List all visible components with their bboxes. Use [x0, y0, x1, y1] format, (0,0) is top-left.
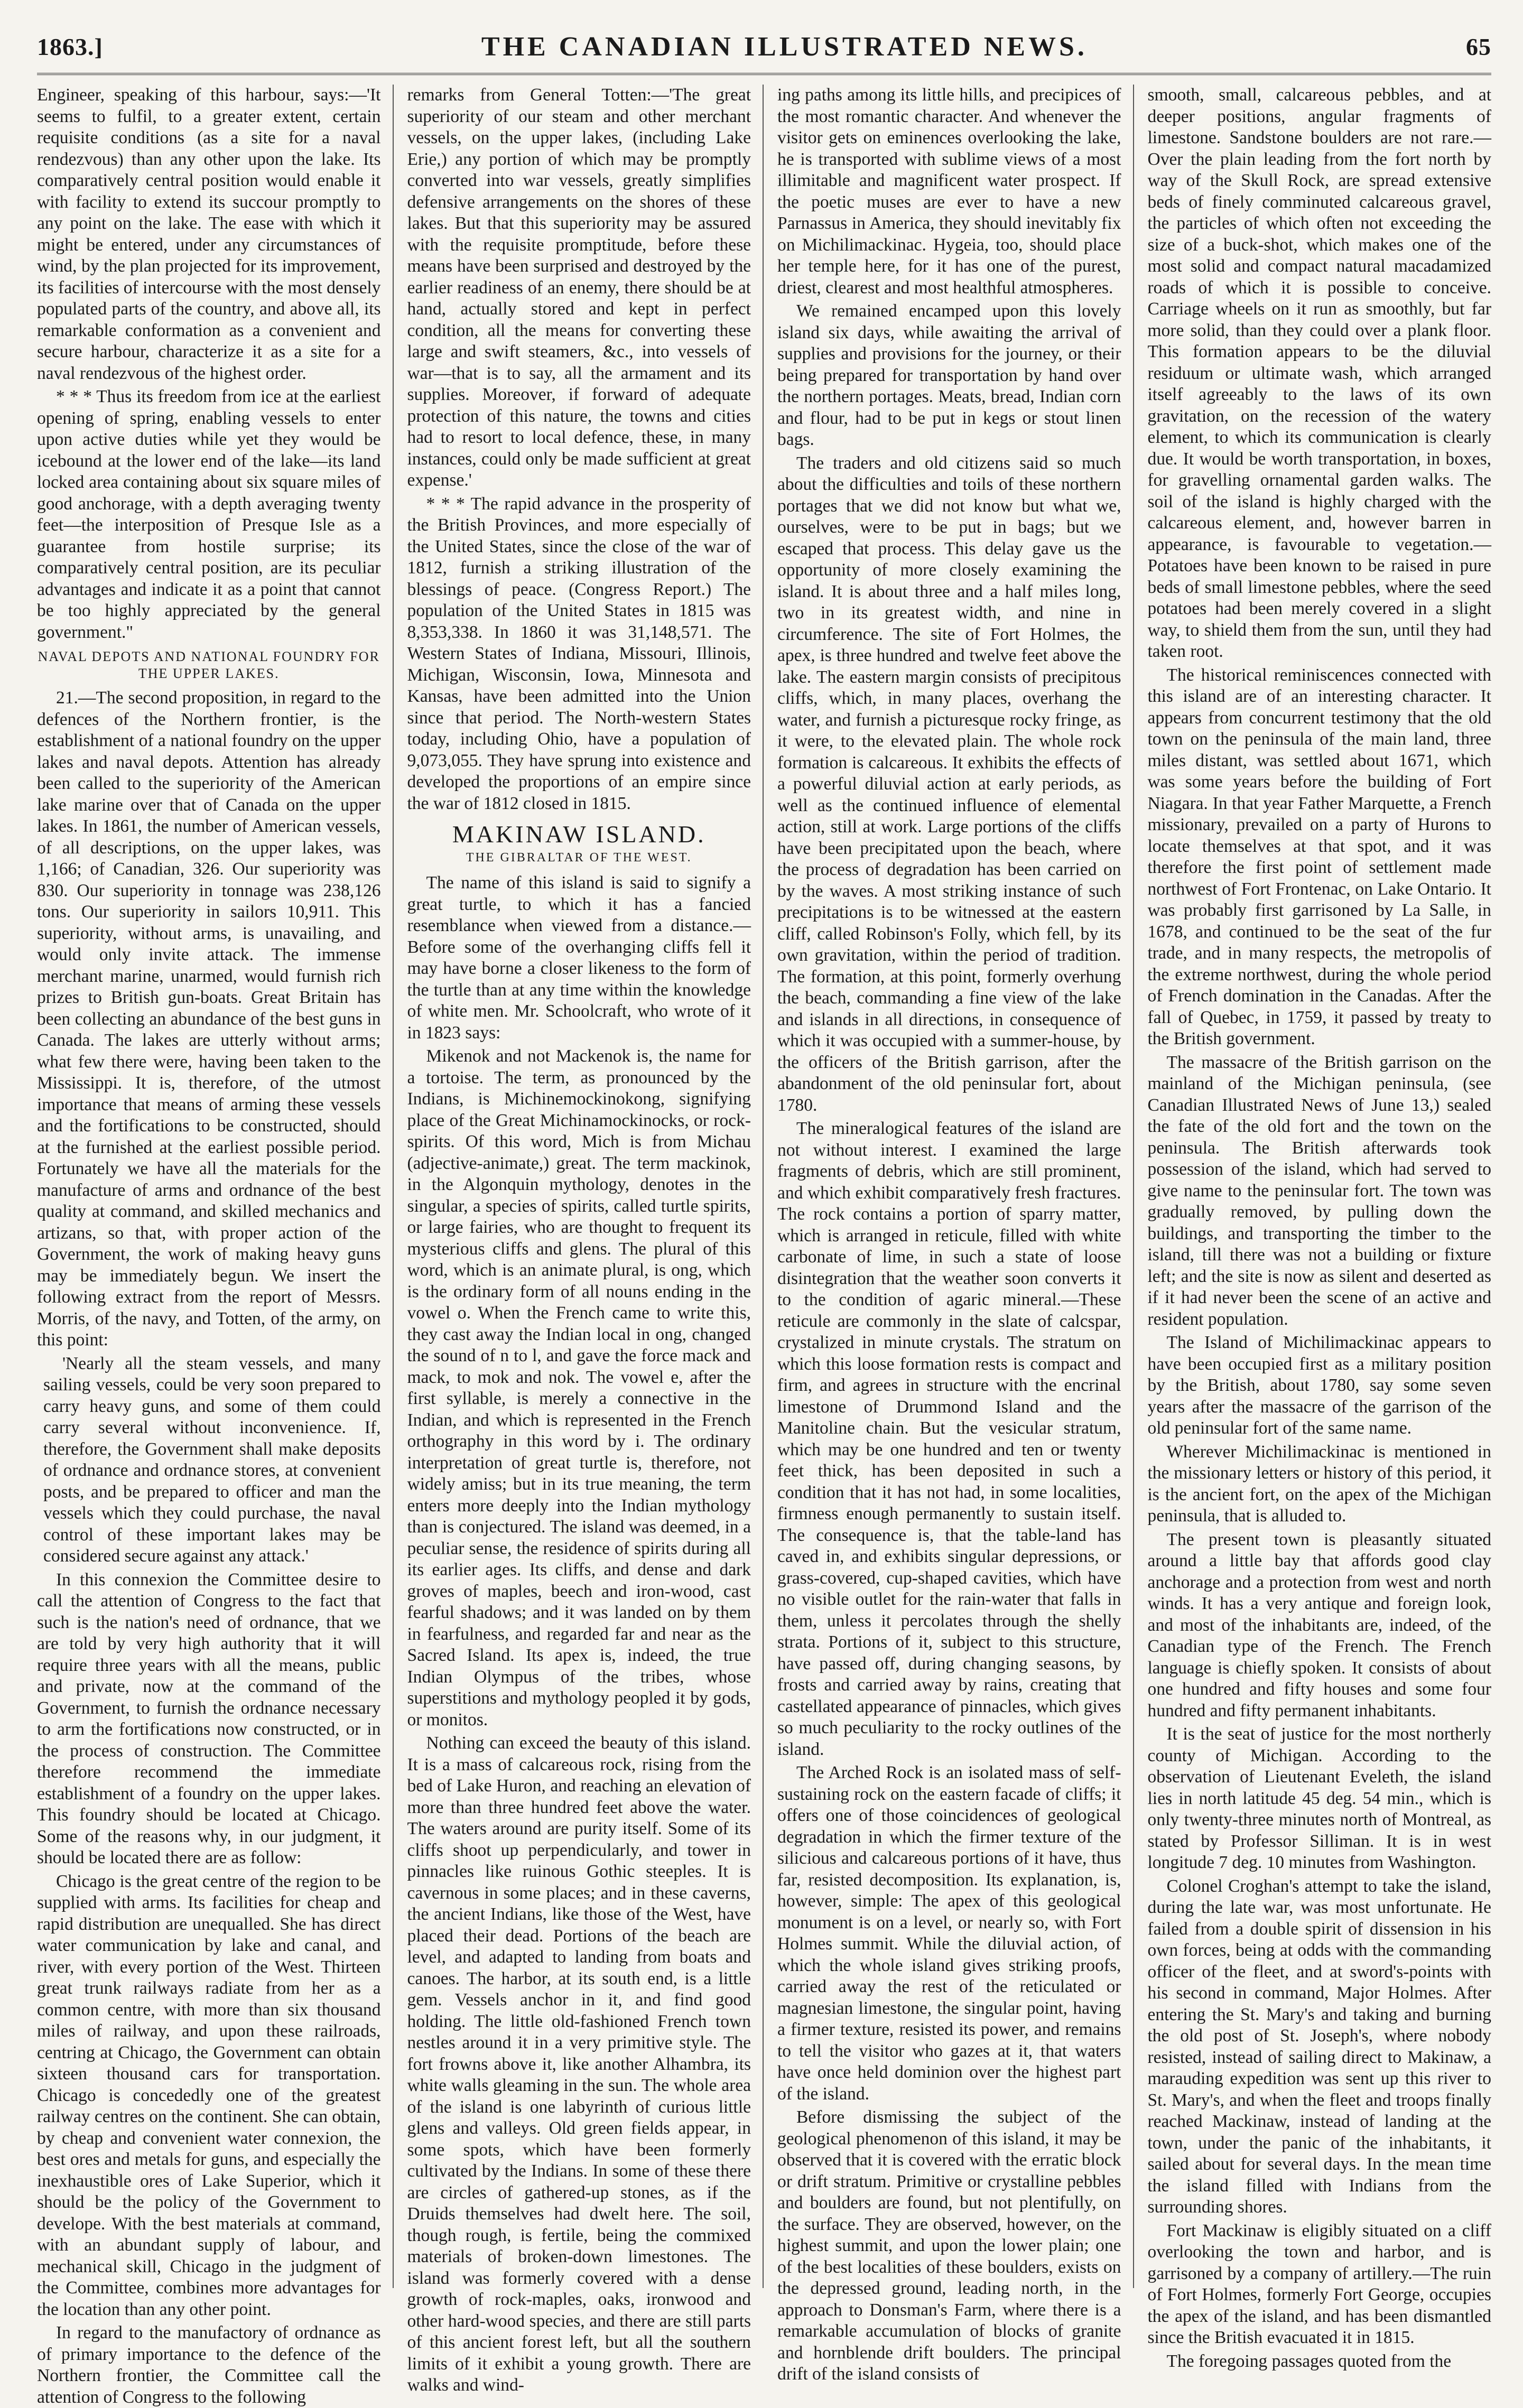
paragraph: The name of this island is said to signify a great turtle, to which it has a fancied resemblance when viewed from a distance.—Before some of the overhanging cliffs fell it may have borne a closer likeness to the form of the turtle than at any time within the knowledge of white men. Mr. Schoolcraft, who wrote of it in 1823 says: — [407, 873, 751, 1043]
page-number: 65 — [1466, 33, 1491, 60]
paragraph: The mineralogical features of the island are not without interest. I examined the large fragments of debris, which are still prominent, and which exhibit comparatively fresh fractures. The rock contains a portion of sparry matter, which is arranged in reticule, filled with white carbonate of lime, in such a state of loose disintegration that the weather soon converts it to the condition of agaric mineral.—These reticule are commonly in the slate of calcspar, crystalized in minute crystals. The stratum on which this loose formation rests is compact and firm, and agrees in structure with the encrinal limestone of Drummond Island and the Manitoline chain. But the vesicular stratum, which may be one hundred and ten or twenty feet thick, has been deposited in such a condition that it has not had, in some localities, firmness enough permanently to sustain itself. The consequence is, that the table-land has caved in, and exhibits singular depressions, or grass-covered, cup-shaped cavities, which have no visible outlet for the rain-water that falls in them, unless it percolates through the shelly strata. Portions of it, subject to this structure, have passed off, during changing seasons, by frosts and carried away by rains, creating that castellated appearance of pinnacles, which gives so much peculiarity to the rocky outlines of the island. — [777, 1119, 1121, 1759]
column-1 — [37, 85, 394, 2407]
article-title: MAKINAW ISLAND. — [452, 821, 706, 848]
paragraph: remarks from General Totten:—'The great superiority of our steam and other merchant vessels, on the upper lakes, (including Lake Erie,) any portion of which may be promptly converted into war vessels, greatly simplifies defensive arrangements on the shores of these lakes. But that this superiority may be assured with the requisite promptitude, before these means have been surprised and destroyed by the earlier readiness of an enemy, there should be at hand, actually stored and kept in perfect condition, all the means for converting these large and swift steamers, &c., into vessels of war—that is to say, all the armament and its supplies. Moreover, if forward of adequate protection of this nature, the towns and cities had to resort to local defence, these, in many instances, could only be made sufficient at great expense.' — [407, 85, 751, 490]
paragraph: Mikenok and not Mackenok is, the name for a tortoise. The term, as pronounced by the Indians, is Michinemockinokong, signifying place of the Great Michinamockinocks, or rock-spirits. Of this word, Mich is from Michau (adjective-animate,) great. The term mackinok, in the Algonquin mythology, denotes in the singular, a species of spirits, called turtle spirits, or large fairies, who are thought to frequent its mysterious cliffs and glens. The plural of this word, which is an animate plural, is ong, which is the ordinary form of all nouns ending in the vowel o. When the French came to write this, they cast away the Indian local in ong, changed the sound of n to l, and gave the force mack and mack, to mok and nok. The vowel e, after the first syllable, is merely a connective in the Indian, and which is represented in the French orthography in this word by i. The ordinary interpretation of great turtle is, therefore, not widely amiss; but in its true meaning, the term enters more deeply into the Indian mythology than is conjectured. The island was deemed, in a peculiar sense, the residence of spirits during all its earlier ages. Its cliffs, and dense and dark groves of maples, beech and iron-wood, cast fearful shadows; and it was landed on by them in fearfulness, and regarded far and near as the Sacred Island. Its apex is, indeed, the true Indian Olympus of the tribes, whose superstitions and mythology peopled it by gods, or monitos. — [407, 1046, 751, 1730]
paragraph: Wherever Michilimackinac is mentioned in the missionary letters or history of this period, it is the ancient fort, on the apex of the Michigan peninsula, that is alluded to. — [1147, 1442, 1491, 1526]
paragraph: smooth, small, calcareous pebbles, and at deeper positions, angular fragments of limestone. Sandstone boulders are not rare.—Over the plain leading from the fort north by way of the Skull Rock, are spread extensive beds of finely comminuted calcareous gravel, the particles of which often not exceeding the size of a buck-shot, which makes one of the most solid and compact natural macadamized roads of which it is possible to conceive. Carriage wheels on it run as smoothly, but far more solid, than they could over a plank floor. This formation appears to be the diluvial residuum or ultimate wash, which arranged itself agreeably to the laws of its own gravitation, on the recession of the watery element, to which its communication is clearly due. It would be worth transportation, in boxes, for gravelling ornamental garden walks. The soil of the island is highly charged with the calcareous element, and, however barren in appearance, is favourable to vegetation.—Potatoes have been known to be raised in pure beds of small limestone pebbles, where the seed potatoes had been merely covered in a slight way, to shield them from the sun, until they had taken root. — [1147, 85, 1491, 661]
paragraph: Engineer, speaking of this harbour, says:—'It seems to fulfil, to a greater extent, certain requisite conditions (as a site for a naval rendezvous) than any other upon the lake. Its comparatively central position would enable it with facility to extend its succour promptly to any point on the lake. The ease with which it might be entered, under any circumstances of wind, by the plan projected for its improvement, its facilities of intercourse with the most densely populated parts of the country, and above all, its remarkable conformation as a convenient and secure harbour, characterize it as a site for a naval rendezvous of the highest order. — [37, 85, 381, 383]
paragraph: Chicago is the great centre of the region to be supplied with arms. Its facilities for cheap and rapid distribution are unequalled. She has direct water communication by lake and canal, and river, with every portion of the West. Thirteen great trunk railways radiate from her as a common centre, with more than six thousand miles of railway, and upon these railroads, centring at Chicago, the Government can obtain sixteen thousand cars for transportation. Chicago is concededly one of the greatest railway centres on the continent. She can obtain, by cheap and convenient water connexion, the best ores and metals for guns, and especially the inexhaustible ores of Lake Superior, which it should be the policy of the Government to develope. With the best materials at command, with an abundant supply of labour, and mechanical skill, Chicago in the judgment of the Committee, combines more advantages for the location than any other point. — [37, 1871, 381, 2319]
paragraph: ing paths among its little hills, and precipices of the most romantic character. And whenever the visitor gets on eminences overlooking the lake, he is transported with sublime views of a most illimitable and magnificent water prospect. If the poetic muses are ever to have a new Parnassus in America, they should inevitably fix on Michilimackinac. Hygeia, too, should place her temple here, for it has one of the purest, driest, clearest and most healthful atmospheres. — [777, 85, 1121, 297]
quoted-paragraph: 'Nearly all the steam vessels, and many sailing vessels, could be very soon prepared to carry heavy guns, and some of them could carry several without inconvenience. If, therefore, the Government shall make deposits of ordnance and ordnance stores, at convenient posts, and be prepared to officer and man the vessels which they could purchase, the naval control of these important lakes may be considered secure against any attack.' — [43, 1353, 381, 1566]
section-heading: NAVAL DEPOTS AND NATIONAL FOUNDRY FOR THE UPPER LAKES. — [38, 649, 380, 681]
column-2 — [407, 85, 764, 2395]
paragraph: Fort Mackinaw is eligibly situated on a cliff overlooking the town and harbor, and is garrisoned by a company of artillery.—The ruin of Fort Holmes, formerly Fort George, occupies the apex of the island, and has been dismantled since the British evacuated it in 1815. — [1147, 2220, 1491, 2347]
paragraph: 21.—The second proposition, in regard to the defences of the Northern frontier, is the establishment of a national foundry on the upper lakes and naval depots. Attention has already been called to the superiority of the American lake marine over that of Canada on the upper lakes. In 1861, the number of American vessels, of all descriptions, on the upper lakes, was 1,166; of Canadian, 326. Our superiority was 830. Our superiority in tonnage was 238,126 tons. Our superiority in sailors 10,911. This superiority, without arms, is unavailing, and would only invite attack. The immense merchant marine, unarmed, would furnish rich prizes to British gun-boats. Great Britain has been collecting an abundance of the best guns in Canada. The lakes are utterly without arms; what few there were, having been taken to the Mississippi. It is, therefore, of the utmost importance that means of arming these vessels and the fortifications to be constructed, should at the furnished at the earliest possible period. Fortunately we have all the materials for the manufacture of arms and ordnance of the best quality at command, and skilled mechanics and artizans, so that, with proper action of the Government, the work of making heavy guns may be immediately begun. We insert the following extract from the report of Messrs. Morris, of the navy, and Totten, of the army, on this point: — [37, 688, 381, 1350]
issue-date: 1863.] — [37, 33, 103, 60]
masthead — [37, 20, 1491, 75]
paragraph: The Island of Michilimackinac appears to have been occupied first as a military position by the British, about 1780, say some seven years after the massacre of the garrison of the old peninsular fort of the same name. — [1147, 1333, 1491, 1438]
paragraph: The foregoing passages quoted from the — [1166, 2351, 1452, 2371]
newspaper-title: THE CANADIAN ILLUSTRATED NEWS. — [481, 31, 1088, 62]
paragraph: The historical reminiscences connected with this island are of an interesting character. It appears from concurrent testimony that the old town on the peninsula of the main land, three miles distant, was settled about 1671, which was some years before the building of Fort Niagara. In that year Father Marquette, a French missionary, prevailed on a party of Hurons to locate themselves at that spot, and it was therefore the first point of settlement made northwest of Fort Frontenac, on Lake Ontario. It was probably first garrisoned by La Salle, in 1678, and continued to be the seat of the fur trade, and in many respects, the metropolis of the extreme northwest, during the whole period of French domination in the Canadas. After the fall of Quebec, in 1759, it passed by treaty to the British government. — [1147, 665, 1491, 1048]
paragraph: The Arched Rock is an isolated mass of self-sustaining rock on the eastern facade of cliffs; it offers one of those coincidences of geological degradation in which the firmer texture of the silicious and calcareous portions of it have, thus far, resisted decomposition. Its explanation, is, however, simple: The apex of this geological monument is on a level, or nearly so, with Fort Holmes summit. While the diluvial action, of which the whole island gives striking proofs, carried away the rest of the reticulated or magnesian limestone, the singular point, having a firmer texture, resisted its power, and remains to tell the visitor who gazes at it, that waters have once held dominion over the highest part of the island. — [777, 1763, 1121, 2104]
paragraph: Nothing can exceed the beauty of this island. It is a mass of calcareous rock, rising from the bed of Lake Huron, and reaching an elevation of more than three hundred feet above the water. The waters around are purity itself. Some of its cliffs shoot up perpendicularly, and tower in pinnacles like ruinous Gothic steeples. It is cavernous in some places; and in these caverns, the ancient Indians, like those of the West, have placed their dead. Portions of the beach are level, and adapted to landing from boats and canoes. The harbor, at its south end, is a little gem. Vessels anchor in it, and find good holding. The little old-fashioned French town nestles around it in a very primitive style. The fort frowns above it, like another Alhambra, its white walls gleaming in the sun. The whole area of the island is one labyrinth of curious little glens and valleys. Old green fields appear, in some spots, which have been formerly cultivated by the Indians. In some of these there are circles of gathered-up stones, as if the Druids themselves had dwelt here. The soil, though rough, is fertile, being the commixed materials of broken-down limestones. The island was formerly covered with a dense growth of rock-maples, oaks, ironwood and other hard-wood species, and there are still parts of this ancient forest left, but all the southern limits of it exhibit a young growth. There are walks and wind- — [407, 1733, 751, 2395]
article-columns — [37, 85, 1491, 2407]
paragraph: We remained encamped upon this lovely island six days, while awaiting the arrival of supplies and provisions for the journey, or their being prepared for transportation by hand over the northern portages. Meats, bread, Indian corn and flour, had to be put in kegs or stout linen bags. — [777, 301, 1121, 449]
paragraph: Before dismissing the subject of the geological phenomenon of this island, it may be observed that it is covered with the erratic block or drift stratum. Primitive or crystalline pebbles and boulders are found, but not plentifully, on the surface. They are observed, however, on the highest summit, and upon the lower plain; one of the best localities of these boulders, exists on the depressed ground, leading north, in the approach to Donsman's Farm, where there is a remarkable accumulation of blocks of granite and hornblende drift boulders. The principal drift of the island consists of — [777, 2107, 1121, 2384]
paragraph: The massacre of the British garrison on the mainland of the Michigan peninsula, (see Canadian Illustrated News of June 13,) sealed the fate of the old fort and the town on the peninsula. The British afterwards took possession of the island, which had served to give name to the peninsular fort. The town was gradually removed, by pulling down the buildings, and transporting the timber to the island, till there was not a building or fixture left; and the site is now as silent and deserted as if it had never been the scene of an active and resident population. — [1147, 1052, 1491, 1329]
paragraph: In regard to the manufactory of ordnance as of primary importance to the defence of the Northern frontier, the Committee call the attention of Congress to the following — [37, 2323, 381, 2407]
paragraph: * * * The rapid advance in the prosperity of the British Provinces, and more especially of the United States, since the close of the war of 1812, furnish a striking illustration of the blessings of peace. (Congress Report.) The population of the United States in 1815 was 8,353,338. In 1860 it was 31,148,571. The Western States of Indiana, Missouri, Illinois, Michigan, Wisconsin, Iowa, Minnesota and Kansas, have been admitted into the Union since that period. The North-western States today, including Ohio, have a population of 9,073,055. They have sprung into existence and developed the proportions of an empire since the war of 1812 closed in 1815. — [407, 494, 751, 813]
article-subtitle: THE GIBRALTAR OF THE WEST. — [466, 851, 692, 864]
column-3 — [777, 85, 1134, 2384]
paragraph: The traders and old citizens said so much about the difficulties and toils of these northern portages that we did not know but what we, ourselves, were to be put in bags; but we escaped that process. This delay gave us the opportunity of more closely examining the island. It is about three and a half miles long, two in its greatest width, and nine in circumference. The site of Fort Holmes, the apex, is three hundred and twelve feet above the lake. The eastern margin consists of precipitous cliffs, which, in many places, overhang the water, and furnish a picturesque rocky fringe, as it were, to the elevated plain. The whole rock formation is calcareous. It exhibits the effects of a powerful diluvial action at early periods, as well as the continued influence of elemental action, still at work. Large portions of the cliffs have been precipitated upon the beach, where the process of degradation has been carried on by the waves. A most striking instance of such precipitations is to be witnessed at the eastern cliff, called Robinson's Folly, which fell, by its own gravitation, within the period of tradition. The formation, at this point, formerly overhung the beach, commanding a fine view of the lake and islands in all directions, in consequence of which it was occupied with a summer-house, by the officers of the British garrison, after the abandonment of the old peninsular fort, about 1780. — [777, 453, 1121, 1115]
column-4 — [1147, 85, 1492, 2371]
paragraph: In this connexion the Committee desire to call the attention of Congress to the fact that such is the nation's need of ordnance, that we are told by very high authority that it will require three years with all the means, public and private, now at the command of the Government, to furnish the ordnance necessary to arm the fortifications now constructed, or in the process of construction. The Committee therefore recommend the immediate establishment of a foundry on the upper lakes. This foundry should be located at Chicago. Some of the reasons why, in our judgment, it should be located there are as follow: — [37, 1569, 381, 1867]
paragraph: The present town is pleasantly situated around a little bay that affords good clay anchorage and a protection from west and north winds. It has a very antique and foreign look, and most of the inhabitants are, indeed, of the Canadian type of the French. The French language is chiefly spoken. It consists of about one hundred and fifty houses and some four hundred and fifty permanent inhabitants. — [1147, 1529, 1491, 1721]
paragraph: It is the seat of justice for the most northerly county of Michigan. According to the observation of Lieutenant Eveleth, the island lies in north latitude 45 deg. 54 min., which is only twenty-three minutes north of Montreal, as stated by Professor Silliman. It is in west longitude 7 deg. 10 minutes from Washington. — [1147, 1724, 1491, 1872]
paragraph: Colonel Croghan's attempt to take the island, during the late war, was most unfortunate. He failed from a double spirit of dissension in his own forces, being at odds with the commanding officer of the fleet, and at sword's-points with his second in command, Major Holmes. After entering the St. Mary's and taking and burning the old post of St. Joseph's, where nobody resisted, instead of sailing direct to Makinaw, a marauding expedition was sent up this river to St. Mary's, and when the fleet and troops finally reached Mackinaw, instead of landing at the town, under the panic of the inhabitants, it sailed about for several days. In the mean time the island filled with Indians from the surrounding shores. — [1147, 1876, 1491, 2217]
paragraph: * * * Thus its freedom from ice at the earliest opening of spring, enabling vessels to enter upon active duties while yet they would be icebound at the lower end of the lake—its land locked area containing about six square miles of good anchorage, with a depth averaging twenty feet—the interposition of Presque Isle as a guarantee from hostile surprise; its comparatively central position, are its peculiar advantages and indicate it as a point that cannot be too highly appreciated by the general government." — [37, 387, 381, 642]
